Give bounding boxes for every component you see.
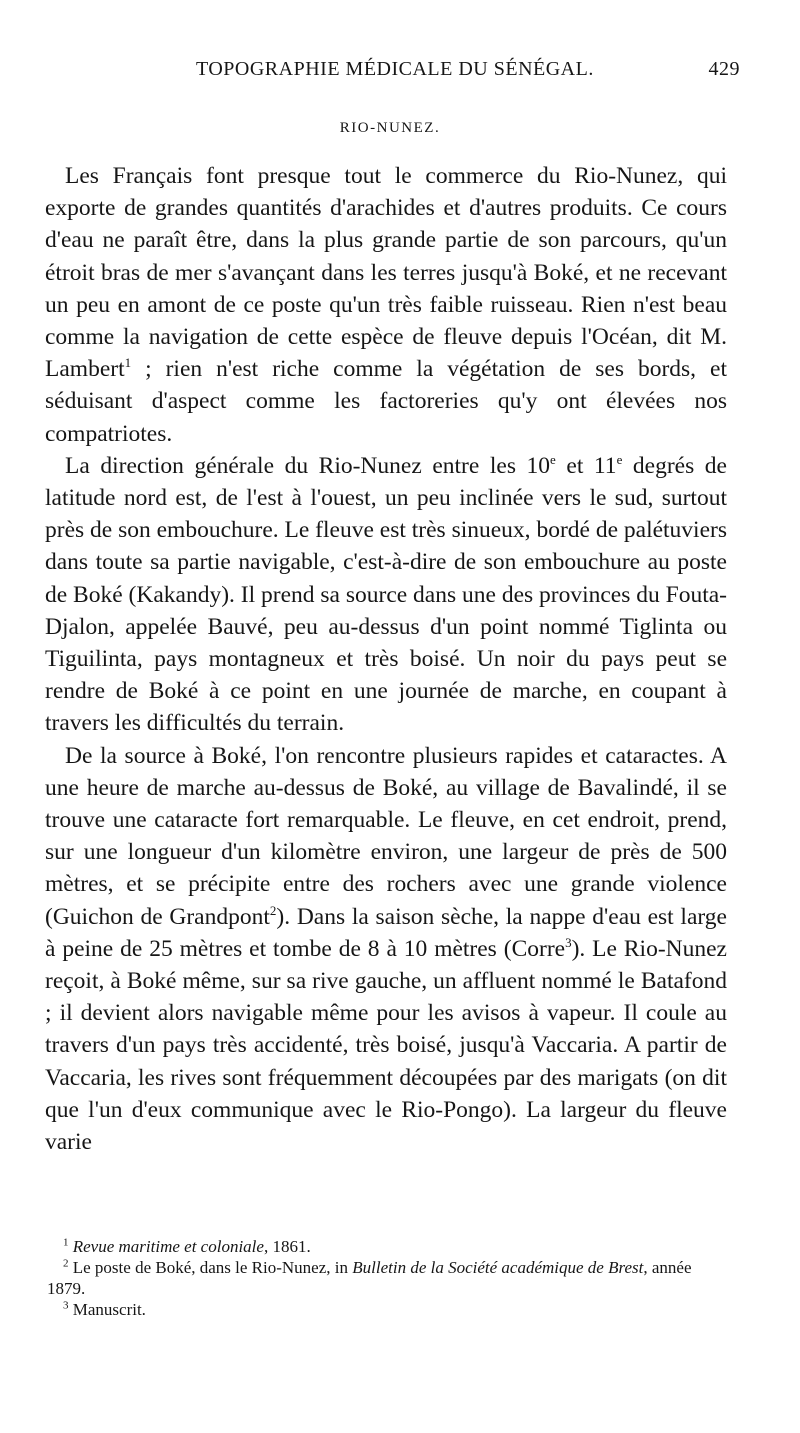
running-title: TOPOGRAPHIE MÉDICALE DU SÉNÉGAL. bbox=[196, 58, 594, 80]
section-title: RIO-NUNEZ. bbox=[339, 120, 441, 136]
paragraph: De la source à Boké, l'on rencontre plusieurs rapides et cataractes. A une heure de marche au-dessus de Boké, au village de Bavalindé, il se trouve une cataracte fort remarquable. Le fleuve, en cet endroit, prend, sur une longueur d'un kilomètre environ, une largeur de près de 500 mètres, et se précipite entre des rochers avec une grande violence (Guichon de Grandpont$^2$). Dans la saison sèche, la nappe d'eau est large à peine de 25 mètres et tombe de 8 à 10 mètres (Corre$^3$). Le Rio-Nunez reçoit, à Boké même, sur sa rive gauche, un affluent nommé le Batafond ; il devient alors navigable même pour les avisos à vapeur. Il coule au travers d'un pays très accidenté, très boisé, jusqu'à Vaccaria. A partir de Vaccaria, les rives sont fréquemment découpées par des marigats (on dit que l'un d'eux communique avec le Rio-Pongo). La largeur du fleuve varie bbox=[45, 742, 727, 1156]
footnote-ref: 1 bbox=[124, 355, 132, 371]
page-number: 429 bbox=[708, 58, 740, 80]
footnote-ref: 2 bbox=[269, 902, 277, 918]
footnote: $^3$ Manuscrit. bbox=[63, 1299, 146, 1319]
paragraph: Les Français font presque tout le commerce du Rio-Nunez, qui exporte de grandes quantités d'arachides et d'autres produits. Ce cours d'eau ne paraît être, dans la plus grande partie de son parcours, qu'un étroit bras de mer s'avançant dans les terres jusqu'à Boké, et ne recevant un peu en amont de ce poste qu'un très faible ruisseau. Rien n'est beau comme la navigation de cette espèce de fleuve depuis l'Océan, dit M. Lambert$^1$ ; rien n'est riche comme la végétation de ses bords, et séduisant d'aspect comme les factoreries qu'y ont élevées nos compatriotes. bbox=[45, 163, 727, 447]
body-text bbox=[45, 160, 727, 1158]
footnote: $^1$ Revue maritime et coloniale, 1861. bbox=[63, 1236, 311, 1256]
footnote-ref: 3 bbox=[565, 935, 572, 951]
footnote: $^2$ Le poste de Boké, dans le Rio-Nunez, in Bulletin de la Société académique de Brest, année 1879. bbox=[47, 1257, 692, 1298]
paragraph: La direction générale du Rio-Nunez entre les 10e et 11e degrés de latitude nord est, de l'est à l'ouest, un peu inclinée vers le sud, surtout près de son embouchure. Le fleuve est très sinueux, bordé de palétuviers dans toute sa partie navigable, c'est-à-dire de son embouchure au poste de Boké (Kakandy). Il prend sa source dans une des provinces du Fouta-Djalon, appelée Bauvé, peu au-dessus d'un point nommé Tiglinta ou Tiguilinta, pays montagneux et très boisé. Un noir du pays peut se rendre de Boké à ce point en une journée de marche, en coupant à travers les difficultés du terrain. bbox=[45, 452, 727, 737]
footnotes bbox=[47, 1236, 727, 1320]
